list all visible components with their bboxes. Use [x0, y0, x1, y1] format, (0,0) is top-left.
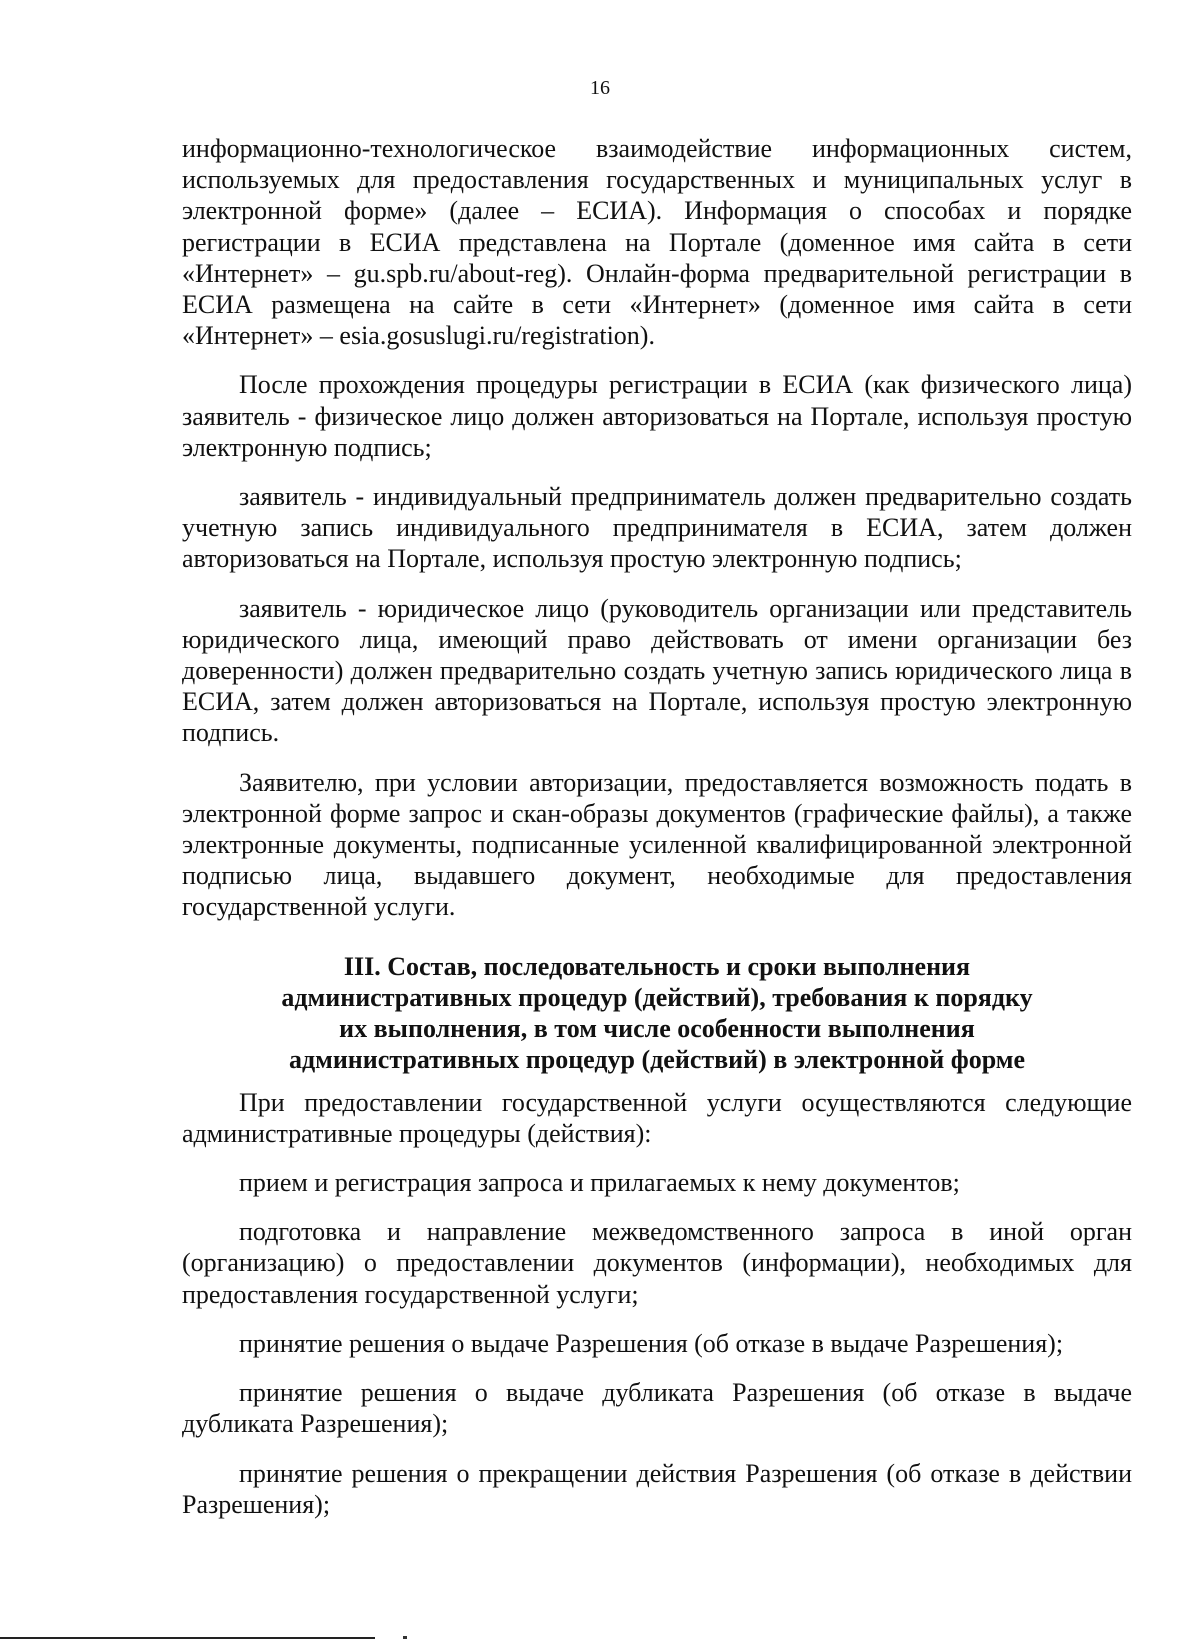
- footer-mark: [403, 1636, 407, 1639]
- list-item-procedure: принятие решения о выдаче дубликата Разрешения (об отказе в выдаче дубликата Разрешения);: [182, 1378, 1132, 1439]
- paragraph-legal-entity-auth: заявитель - юридическое лицо (руководитель организации или представитель юридического лица, имеющий право действовать от имени организации без доверенности) должен предварительно создать учетную запись юридического лица в ЕСИА, затем должен авторизоваться на Портале, используя простую электронную подпись.: [182, 593, 1132, 748]
- section-heading: [182, 951, 1132, 1075]
- page-number: 16: [590, 77, 610, 99]
- list-item-procedure: подготовка и направление межведомственного запроса в иной орган (организацию) о предоставлении документов (информации), необходимых для предоставления государственной услуги;: [182, 1217, 1132, 1309]
- list-item-procedure: принятие решения о прекращении действия Разрешения (об отказе в действии Разрешения);: [182, 1458, 1132, 1519]
- list-item-procedure: принятие решения о выдаче Разрешения (об отказе в выдаче Разрешения);: [239, 1328, 1064, 1358]
- section-heading-line: их выполнения, в том числе особенности выполнения: [339, 1013, 975, 1043]
- footer-rule: [0, 1637, 375, 1639]
- paragraph-esia-info: информационно-технологическое взаимодействие информационных систем, используемых для предоставления государственных и муниципальных услуг в электронной форме» (далее – ЕСИА). Информация о способах и порядке регистрации в ЕСИА представлена на Портале (доменное имя сайта в сети «Интернет» – gu.spb.ru/about-reg). Онлайн-форма предварительной регистрации в ЕСИА размещена на сайте в сети «Интернет» (доменное имя сайта в сети «Интернет» – esia.gosuslugi.ru/registration).: [182, 134, 1132, 351]
- paragraph-individual-auth: После прохождения процедуры регистрации в ЕСИА (как физического лица) заявитель - физическое лицо должен авторизоваться на Портале, используя простую электронную подпись;: [182, 370, 1132, 462]
- paragraph-entrepreneur-auth: заявитель - индивидуальный предприниматель должен предварительно создать учетную запись индивидуального предпринимателя в ЕСИА, затем должен авторизоваться на Портале, используя простую электронную подпись;: [182, 482, 1132, 574]
- section-heading-line: административных процедур (действий) в электронной форме: [288, 1044, 1026, 1074]
- section-heading-line: административных процедур (действий), требования к порядку: [281, 982, 1033, 1012]
- list-item-procedure: прием и регистрация запроса и прилагаемых к нему документов;: [239, 1168, 960, 1198]
- paragraph-procedures-intro: При предоставлении государственной услуги осуществляются следующие административные процедуры (действия):: [182, 1087, 1132, 1148]
- document-body: [182, 133, 1132, 1520]
- section-heading-line: III. Состав, последовательность и сроки выполнения: [343, 951, 971, 981]
- paragraph-electronic-submission: Заявителю, при условии авторизации, предоставляется возможность подать в электронной форме запрос и скан-образы документов (графические файлы), а также электронные документы, подписанные усиленной квалифицированной электронной подписью лица, выдавшего документ, необходимые для предоставления государственной услуги.: [182, 767, 1132, 922]
